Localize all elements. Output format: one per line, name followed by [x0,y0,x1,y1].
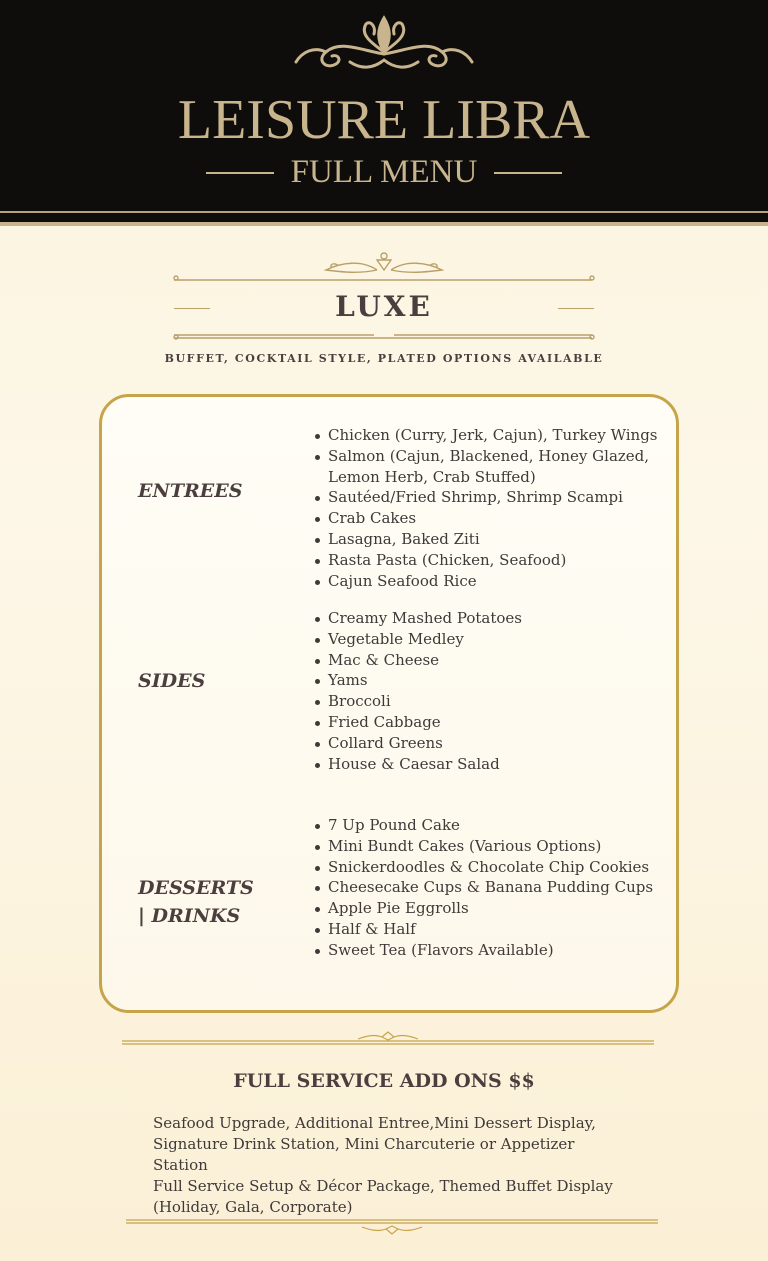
addons-description: Seafood Upgrade, Additional Entree,Mini Dessert Display, Signature Drink Station, Mini Charcuterie or Appetizer Station Full Service Setup & Décor Package, Themed Buffet Display (Holiday, Gala, Corporate) [153,1114,613,1216]
list-item: Mac & Cheese [312,650,522,671]
category-drinks: | DRINKS [138,905,241,927]
list-item: Fried Cabbage [312,712,522,733]
category-entrees: ENTREES [138,480,243,502]
list-item: Rasta Pasta (Chicken, Seafood) [312,550,658,571]
subtitle-right-rule [494,172,562,174]
luxe-right-rule [558,308,594,309]
brand-title: LEISURE LIBRA [177,89,591,151]
list-item: Salmon (Cajun, Blackened, Honey Glazed, [312,446,658,467]
list-item: Cheesecake Cups & Banana Pudding Cups [312,877,653,898]
list-item: Yams [312,670,522,691]
desserts-list [312,815,653,961]
header-rule-gold [0,222,768,226]
header-rule [0,211,768,213]
entrees-list [312,425,658,591]
category-sides: SIDES [138,670,206,692]
ornament-bottom-icon [172,332,596,342]
menu-subtitle: FULL MENU [290,154,478,190]
ornament-top-icon [172,250,596,286]
list-item: Snickerdoodles & Chocolate Chip Cookies [312,857,653,878]
flourish-crest-icon [290,12,478,76]
list-item: Broccoli [312,691,522,712]
subtitle-row [0,150,768,194]
package-name: LUXE [335,290,433,323]
list-item: Lasagna, Baked Ziti [312,529,658,550]
list-item: Vegetable Medley [312,629,522,650]
list-item: Mini Bundt Cakes (Various Options) [312,836,653,857]
category-desserts: DESSERTS [138,877,254,899]
list-item-continued: Lemon Herb, Crab Stuffed) [328,467,536,486]
service-options: BUFFET, COCKTAIL STYLE, PLATED OPTIONS AVAILABLE [164,352,604,365]
footer-ornament-icon [124,1216,660,1238]
list-item: Chicken (Curry, Jerk, Cajun), Turkey Wings [312,425,658,446]
header-banner [0,0,768,226]
list-item: House & Caesar Salad [312,754,522,775]
list-item: Sweet Tea (Flavors Available) [312,940,653,961]
list-item: Crab Cakes [312,508,658,529]
divider-ornament-icon [120,1028,656,1048]
list-item: 7 Up Pound Cake [312,815,653,836]
list-item: Creamy Mashed Potatoes [312,608,522,629]
list-item: Half & Half [312,919,653,940]
list-item: Apple Pie Eggrolls [312,898,653,919]
sides-list [312,608,522,774]
list-item: Cajun Seafood Rice [312,571,658,592]
addons-title: FULL SERVICE ADD ONS $$ [233,1070,535,1092]
list-item: Collard Greens [312,733,522,754]
list-item: Sautéed/Fried Shrimp, Shrimp Scampi [312,487,658,508]
